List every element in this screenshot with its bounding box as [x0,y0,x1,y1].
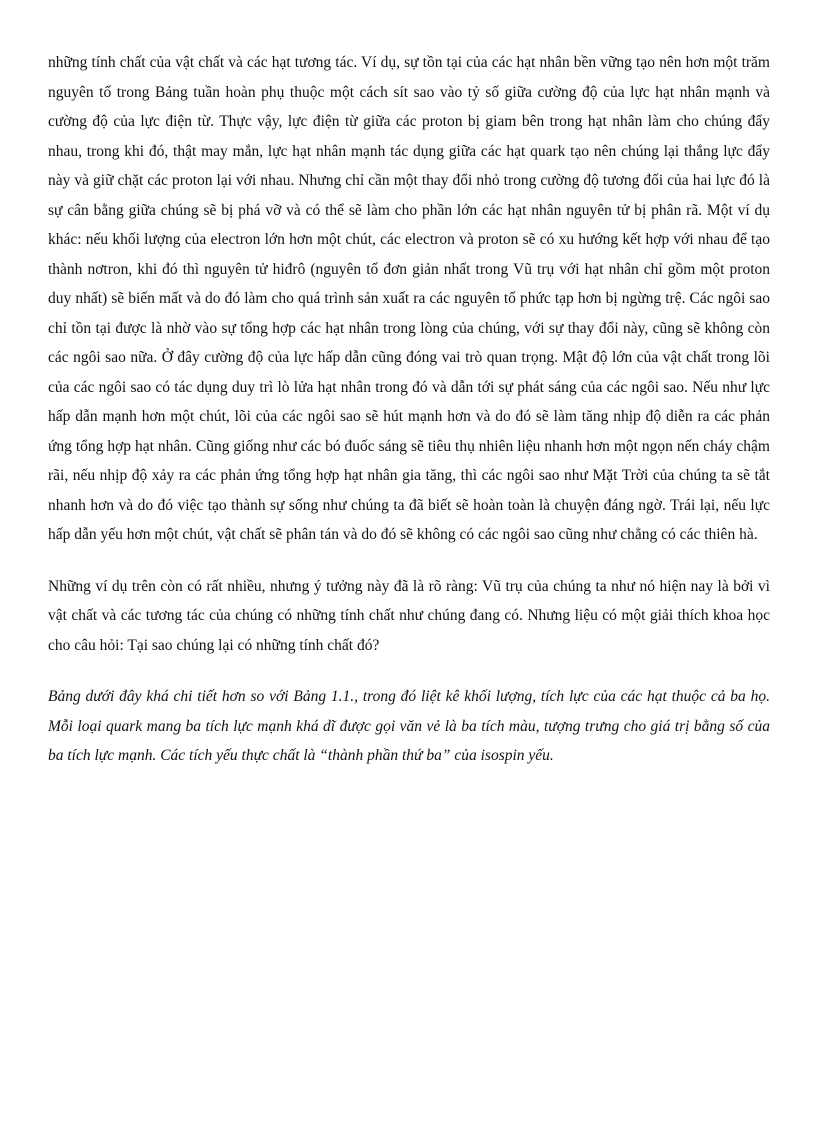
paragraph-force-strengths: những tính chất của vật chất và các hạt tương tác. Ví dụ, sự tồn tại của các hạt nhân bền vững tạo nên hơn một trăm nguyên tố trong Bảng tuần hoàn phụ thuộc một cách sít sao vào tỷ số giữa cường độ của lực hạt nhân mạnh và cường độ của lực điện từ. Thực vậy, lực điện từ giữa các proton bị giam bên trong hạt nhân làm cho chúng đẩy nhau, trong khi đó, thật may mắn, lực hạt nhân mạnh tác dụng giữa các hạt quark tạo nên chúng lại thắng lực đẩy này và giữ chặt các proton lại với nhau. Nhưng chỉ cần một thay đổi nhỏ trong cường độ tương đối của hai lực đó là sự cân bằng giữa chúng sẽ bị phá vỡ và có thể sẽ làm cho phần lớn các hạt nhân nguyên tử bị phân rã. Một ví dụ khác: nếu khối lượng của electron lớn hơn một chút, các electron và proton sẽ có xu hướng kết hợp với nhau để tạo thành nơtron, khi đó thì nguyên tử hiđrô (nguyên tố đơn giản nhất trong Vũ trụ với hạt nhân chỉ gồm một proton duy nhất) sẽ biến mất và do đó làm cho quá trình sản xuất ra các nguyên tố phức tạp hơn bị ngừng trệ. Các ngôi sao chỉ tồn tại được là nhờ vào sự tổng hợp các hạt nhân trong lòng của chúng, với sự thay đổi này, cũng sẽ không còn các ngôi sao nữa. Ở đây cường độ của lực hấp dẫn cũng đóng vai trò quan trọng. Mật độ lớn của vật chất trong lõi của các ngôi sao có tác dụng duy trì lò lửa hạt nhân trong đó và dẫn tới sự phát sáng của các ngôi sao. Nếu như lực hấp dẫn mạnh hơn một chút, lõi của các ngôi sao sẽ hút mạnh hơn và do đó sẽ làm tăng nhịp độ diễn ra các phản ứng tổng hợp hạt nhân. Cũng giống như các bó đuốc sáng sẽ tiêu thụ nhiên liệu nhanh hơn một ngọn nến cháy chậm rãi, nếu nhịp độ xảy ra các phản ứng tổng hợp hạt nhân gia tăng, thì các ngôi sao như Mặt Trời của chúng ta sẽ tắt nhanh hơn và do đó việc tạo thành sự sống như chúng ta đã biết sẽ hoàn toàn là chuyện đáng ngờ. Trái lại, nếu lực hấp dẫn yếu hơn một chút, vật chất sẽ phân tán và do đó sẽ không có các ngôi sao cũng như chẳng có các thiên hà. [48,54,770,543]
paragraph-many-examples: Những ví dụ trên còn có rất nhiều, nhưng ý tưởng này đã là rõ ràng: Vũ trụ của chúng ta như nó hiện nay là bởi vì vật chất và các tương tác của chúng có những tính chất như chúng đang có. Nhưng liệu có một giải thích khoa học cho câu hỏi: Tại sao chúng lại có những tính chất đó? [48,577,770,654]
document-page [48,48,770,771]
paragraph-table-intro: Bảng dưới đây khá chi tiết hơn so với Bảng 1.1., trong đó liệt kê khối lượng, tích lực của các hạt thuộc cả ba họ. Mỗi loại quark mang ba tích lực mạnh khá dĩ được gọi văn vẻ là ba tích màu, tượng trưng cho giá trị bằng số của ba tích lực mạnh. Các tích yếu thực chất là “thành phần thứ ba” của isospin yếu. [48,688,770,764]
